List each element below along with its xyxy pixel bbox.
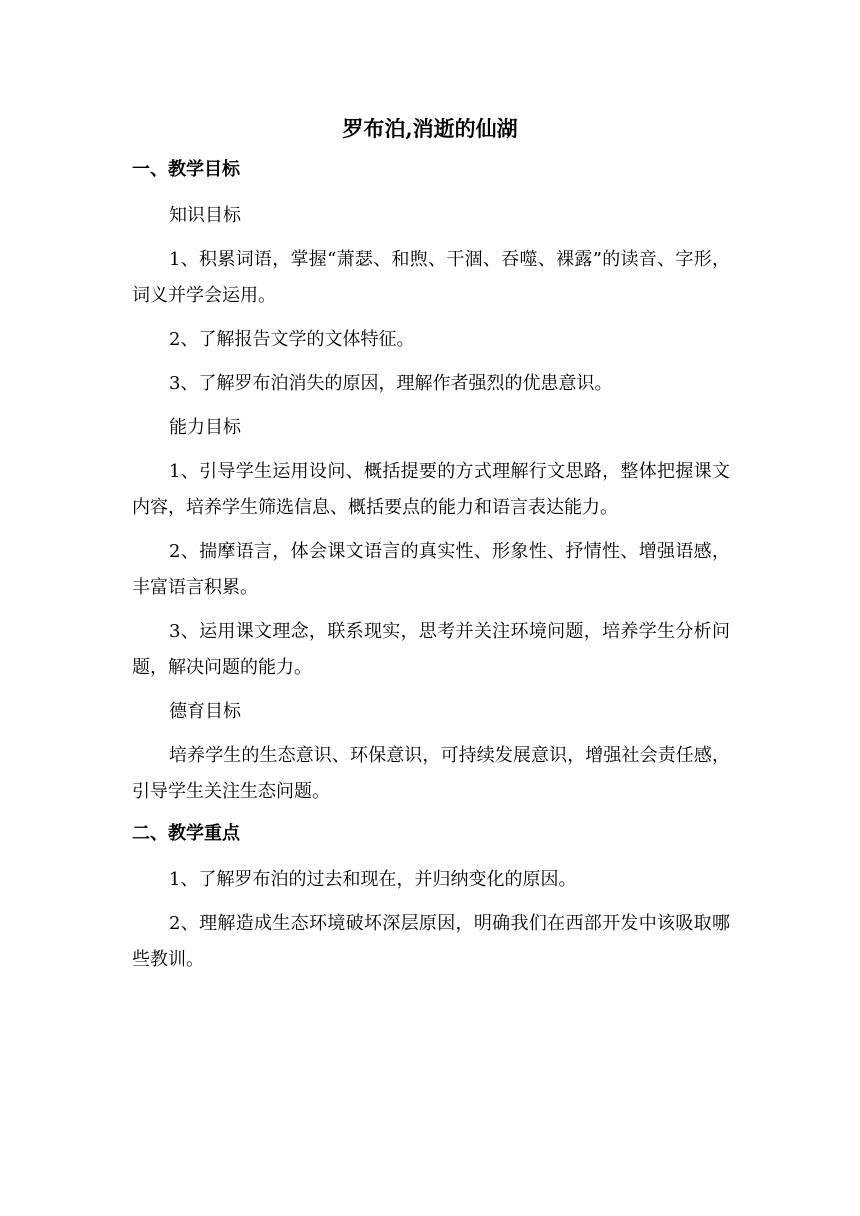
document-body: [132, 154, 730, 986]
subheading-ability-goals: 能力目标: [169, 417, 241, 438]
subheading-knowledge-goals: 知识目标: [169, 205, 241, 226]
moral-item: 培养学生的生态意识、环保意识，可持续发展意识，增强社会责任感，引导学生关注生态问题。: [132, 745, 730, 802]
section-heading-teaching-goals: 一、教学目标: [132, 159, 240, 180]
ability-item: 2、揣摩语言，体会课文语言的真实性、形象性、抒情性、增强语感，丰富语言积累。: [132, 541, 730, 598]
ability-item: 3、运用课文理念，联系现实，思考并关注环境问题，培养学生分析问题，解决问题的能力。: [132, 621, 730, 678]
subheading-moral-goals: 德育目标: [169, 701, 241, 722]
knowledge-item: 2、了解报告文学的文体特征。: [169, 329, 415, 350]
knowledge-item: 1、积累词语，掌握“萧瑟、和煦、干涸、吞噬、裸露”的读音、字形，词义并学会运用。: [132, 249, 730, 306]
knowledge-item: 3、了解罗布泊消失的原因，理解作者强烈的优患意识。: [169, 373, 613, 394]
focus-item: 2、理解造成生态环境破坏深层原因，明确我们在西部开发中该吸取哪些教训。: [132, 913, 730, 970]
document-title: 罗布泊,消逝的仙湖: [342, 116, 518, 141]
ability-item: 1、引导学生运用设问、概括提要的方式理解行文思路，整体把握课文内容，培养学生筛选信息、概括要点的能力和语言表达能力。: [132, 461, 730, 518]
focus-item: 1、了解罗布泊的过去和现在，并归纳变化的原因。: [169, 869, 577, 890]
section-heading-teaching-focus: 二、教学重点: [132, 823, 240, 844]
